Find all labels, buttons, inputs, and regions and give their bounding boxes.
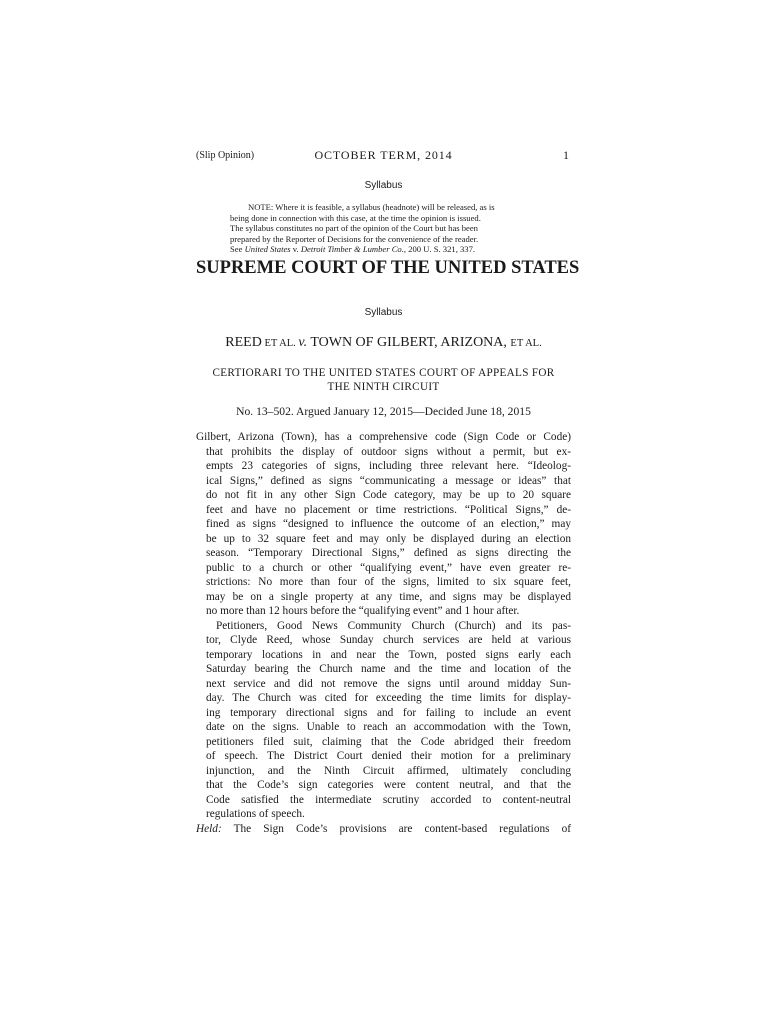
body-line: petitioners filed suit, claiming that the Code abridged their freedom xyxy=(206,735,571,748)
body-line: injunction, and the Ninth Circuit affirmed, ultimately concluding xyxy=(206,764,571,777)
versus-label: v. xyxy=(298,335,308,350)
slip-opinion-label: (Slip Opinion) xyxy=(196,150,255,161)
syllabus-body xyxy=(196,430,571,836)
note-line: NOTE: Where it is feasible, a syllabus (headnote) will be released, as is xyxy=(248,202,495,212)
note-line: prepared by the Reporter of Decisions for the convenience of the reader. xyxy=(230,233,479,244)
body-line: date on the signs. Unable to reach an accommodation with the Town, xyxy=(206,721,571,733)
syllabus-subheading: Syllabus xyxy=(364,307,403,318)
syllabus-heading: Syllabus xyxy=(364,180,403,191)
case-caption xyxy=(196,335,571,351)
body-line: that prohibits the display of outdoor signs without a permit, but ex- xyxy=(206,445,571,458)
note-citation: , 200 U. S. 321, 337. xyxy=(403,244,476,255)
held-line xyxy=(196,822,571,837)
body-line: no more than 12 hours before the “qualifying event” and 1 hour after. xyxy=(206,605,520,617)
body-line: ical Signs,” defined as signs “communicating a message or ideas” that xyxy=(206,474,571,487)
body-line: Petitioners, Good News Community Church (Church) and its pas- xyxy=(216,619,571,632)
note-see: See xyxy=(230,244,245,255)
docket-line: No. 13–502. Argued January 12, 2015—Decided June 18, 2015 xyxy=(236,405,531,418)
syllabus-note xyxy=(230,202,538,255)
certiorari-heading xyxy=(196,366,571,394)
held-label: Held: xyxy=(196,822,222,835)
note-line: The syllabus constitutes no part of the opinion of the Court but has been xyxy=(230,223,478,234)
body-line: fined as signs “designed to influence the outcome of an election,” may xyxy=(206,518,571,530)
slip-opinion-page xyxy=(196,0,580,1024)
certiorari-line-2: THE NINTH CIRCUIT xyxy=(327,381,440,393)
body-line: that the Code’s sign categories were content neutral, and that the xyxy=(206,779,571,791)
note-line: being done in connection with this case, at the time the opinion is issued. xyxy=(230,212,481,223)
body-line: empts 23 categories of signs, including three relevant here. “Ideolog- xyxy=(206,460,571,472)
body-line: day. The Church was cited for exceeding the time limits for display- xyxy=(206,692,571,704)
note-case-v: v. xyxy=(290,244,301,255)
petitioner-name: REED xyxy=(225,335,262,350)
held-text: The Sign Code’s provisions are content-based regulations of xyxy=(221,822,571,835)
et-al-respondent: ET AL. xyxy=(510,338,542,349)
term-label: OCTOBER TERM, 2014 xyxy=(314,148,453,162)
body-line: tor, Clyde Reed, whose Sunday church services are held at various xyxy=(206,634,571,646)
certiorari-line-1: CERTIORARI TO THE UNITED STATES COURT OF APPEALS FOR xyxy=(212,367,555,379)
body-line: may be on a single property at any time, and signs may be displayed xyxy=(206,590,571,603)
note-case-name-2: Detroit Timber & Lumber Co. xyxy=(300,244,404,255)
body-line: strictions: No more than four of the signs, limited to six square feet, xyxy=(206,576,571,588)
body-line: Gilbert, Arizona (Town), has a comprehensive code (Sign Code or Code) xyxy=(196,431,571,443)
body-line: Code satisfied the intermediate scrutiny accorded to content-neutral xyxy=(206,793,571,806)
et-al-petitioner: ET AL. xyxy=(261,338,299,349)
body-line: feet and have no placement or time restrictions. “Political Signs,” de- xyxy=(206,503,571,516)
respondent-name: TOWN OF GILBERT, ARIZONA, xyxy=(307,335,511,350)
body-line: public to a church or other “qualifying event,” have even greater re- xyxy=(206,561,571,574)
note-case-name-1: United States xyxy=(244,244,291,255)
body-line: do not fit in any other Sign Code category, may be up to 20 square xyxy=(206,489,571,501)
body-line: temporary locations in and near the Town, posted signs early each xyxy=(206,648,571,661)
body-line: regulations of speech. xyxy=(206,808,305,820)
running-head xyxy=(196,148,571,164)
note-citation-line xyxy=(230,244,538,255)
court-title: SUPREME COURT OF THE UNITED STATES xyxy=(196,258,580,278)
body-line: of speech. The District Court denied their motion for a preliminary xyxy=(206,750,571,762)
body-line: next service and did not remove the signs until around midday Sun- xyxy=(206,677,571,690)
body-line: ing temporary directional signs and for failing to include an event xyxy=(206,706,571,719)
body-line: season. “Temporary Directional Signs,” defined as signs directing the xyxy=(206,547,571,559)
body-line: Saturday bearing the Church name and the time and location of the xyxy=(206,663,571,675)
page-number: 1 xyxy=(563,148,569,162)
body-line: be up to 32 square feet and may only be displayed during an election xyxy=(206,532,571,545)
